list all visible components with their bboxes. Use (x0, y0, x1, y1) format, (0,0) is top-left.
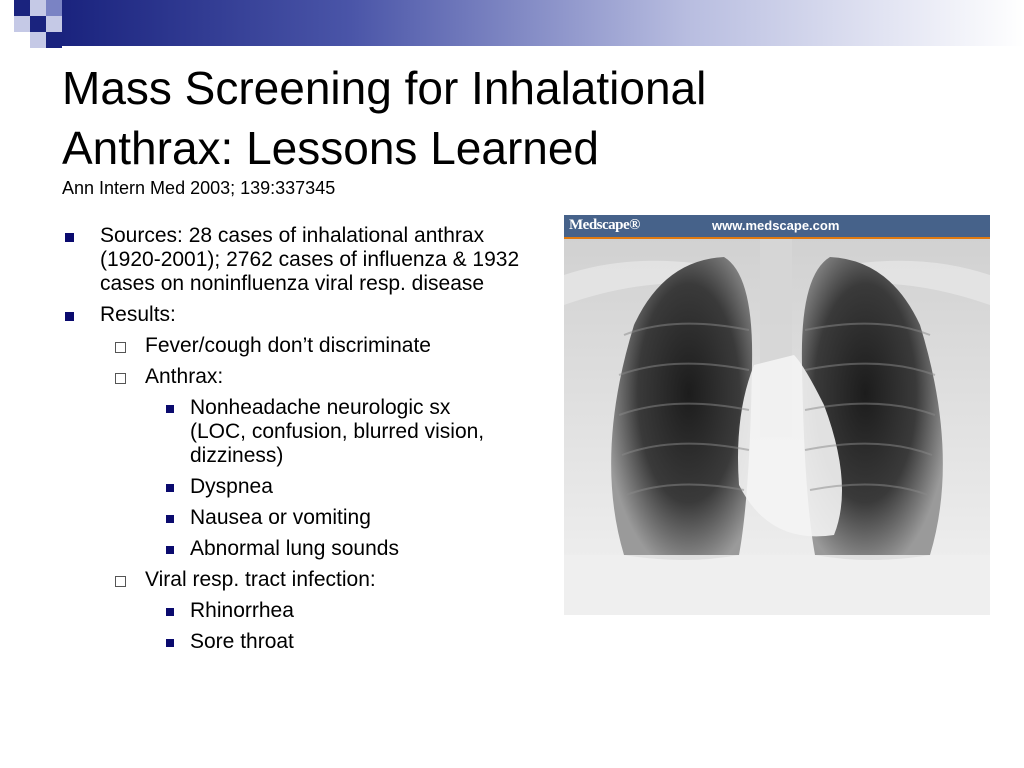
bullet-text: Dyspnea (190, 475, 273, 498)
image-url: www.medscape.com (712, 218, 840, 233)
square-bullet-icon (166, 546, 174, 554)
square-bullet-icon (65, 312, 74, 321)
viral-item (62, 630, 532, 654)
bullet-list (62, 224, 532, 661)
anthrax-item (62, 506, 532, 530)
decor-square (30, 0, 46, 16)
bullet-results (62, 303, 532, 327)
bullet-text: Anthrax: (145, 365, 224, 388)
title-decoration (0, 0, 1024, 48)
viral-item (62, 599, 532, 623)
image-banner (564, 215, 990, 239)
square-bullet-icon (166, 515, 174, 523)
anthrax-item (62, 537, 532, 561)
title-line-2: Anthrax: Lessons Learned (62, 122, 600, 174)
decor-square (14, 0, 30, 16)
bullet-text: Nausea or vomiting (190, 506, 371, 529)
decor-square (46, 16, 62, 32)
decor-square (30, 16, 46, 32)
title-line-1: Mass Screening for Inhalational (62, 62, 707, 114)
bullet-text: Rhinorrhea (190, 599, 294, 622)
hollow-square-bullet-icon (115, 342, 126, 353)
slide-title (62, 58, 822, 178)
bullet-text: Sore throat (190, 630, 294, 653)
sub-bullet-anthrax (62, 365, 532, 389)
decor-square (14, 16, 30, 32)
square-bullet-icon (65, 233, 74, 242)
bullet-text: Results: (100, 303, 176, 326)
decor-square (46, 0, 62, 16)
bullet-text: Fever/cough don’t discriminate (145, 334, 431, 357)
square-bullet-icon (166, 639, 174, 647)
bullet-text: Sources: 28 cases of inhalational anthrax (1920-2001); 2762 cases of influenza & 1932 cases on noninfluenza viral resp. disease (100, 224, 520, 295)
square-bullet-icon (166, 484, 174, 492)
bullet-text: Abnormal lung sounds (190, 537, 399, 560)
anthrax-item (62, 475, 532, 499)
square-bullet-icon (166, 608, 174, 616)
hollow-square-bullet-icon (115, 373, 126, 384)
hollow-square-bullet-icon (115, 576, 126, 587)
citation: Ann Intern Med 2003; 139:337345 (62, 178, 336, 198)
bullet-text: Nonheadache neurologic sx (LOC, confusion, blurred vision, dizziness) (190, 396, 485, 467)
anthrax-item (62, 396, 532, 468)
square-bullet-icon (166, 405, 174, 413)
medscape-logo: Medscape® (569, 217, 640, 233)
decor-square (46, 32, 62, 48)
bullet-sources (62, 224, 532, 296)
chest-xray-image (564, 215, 990, 615)
decor-square (30, 32, 46, 48)
bullet-text: Viral resp. tract infection: (145, 568, 376, 591)
header-gradient-bar (62, 0, 1024, 46)
chest-xray-graphic (564, 215, 990, 615)
sub-bullet-fever (62, 334, 532, 358)
sub-bullet-viral (62, 568, 532, 592)
